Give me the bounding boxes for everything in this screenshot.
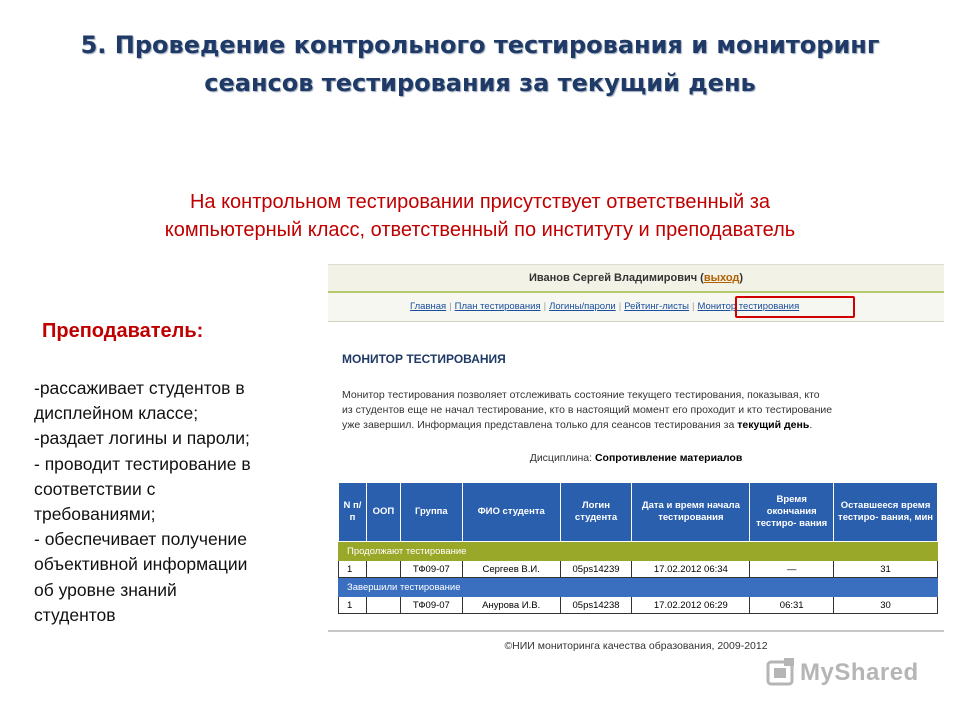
group-label: Завершили тестирование (339, 578, 938, 597)
slide-title (40, 26, 920, 102)
column-header: Группа (400, 483, 462, 542)
teacher-duties (34, 376, 314, 628)
discipline-value: Сопротивление материалов (594, 452, 743, 464)
column-header: Время окончания тестиро- вания (750, 483, 834, 542)
table-header-row (339, 483, 938, 542)
copyright-footer: ©НИИ мониторинга качества образования, 2009-2012 (504, 640, 768, 652)
duty-line: - обеспечивает получение (34, 529, 247, 550)
nav-highlight-box (735, 296, 855, 318)
watermark-text: MyShared (800, 659, 919, 686)
group-label: Продолжают тестирование (339, 542, 938, 561)
column-header: ООП (366, 483, 400, 542)
table-cell: 31 (834, 561, 938, 578)
duty-line: дисплейном классе; (34, 403, 199, 424)
table-cell: Анурова И.В. (462, 597, 560, 614)
nav-item-test-plan[interactable]: План тестирования (454, 301, 541, 312)
myshared-logo-icon (766, 658, 796, 688)
group-row-finished (339, 578, 938, 597)
intro-line-2: компьютерный класс, ответственный по институту и преподаватель (164, 219, 796, 241)
table-cell: — (750, 561, 834, 578)
column-header: Логин студента (560, 483, 632, 542)
table-row (339, 597, 938, 614)
duty-line: - проводит тестирование в (34, 453, 251, 474)
column-header: N п/п (339, 483, 367, 542)
table-cell: Сергеев В.И. (462, 561, 560, 578)
nav-item-logins[interactable]: Логины/пароли (549, 301, 616, 312)
nav-item-rating-lists[interactable]: Рейтинг-листы (624, 301, 690, 312)
user-bar (328, 264, 944, 293)
column-header: Дата и время начала тестирования (632, 483, 750, 542)
duty-line: -рассаживает студентов в (34, 378, 245, 398)
intro-text (80, 188, 880, 244)
table-cell (366, 561, 400, 578)
app-screenshot (328, 264, 944, 652)
intro-line-1: На контрольном тестировании присутствует ответственный за (189, 191, 771, 213)
discipline (328, 452, 944, 464)
monitor-desc-line: из студентов еще не начал тестирование, кто в настоящий момент его проходит и кто тестирование (342, 404, 833, 416)
monitor-title: МОНИТОР ТЕСТИРОВАНИЯ (342, 352, 506, 366)
duty-line: -раздает логины и пароли; (34, 428, 250, 449)
column-header: Оставшееся время тестиро- вания, мин (834, 483, 938, 542)
table-cell: 05ps14238 (560, 597, 632, 614)
duty-line: соответствии с (34, 478, 156, 499)
table-cell: 1 (339, 597, 367, 614)
table-row (339, 561, 938, 578)
table-cell: 17.02.2012 06:29 (632, 597, 750, 614)
user-bar-close: ) (739, 272, 744, 284)
teacher-heading: Преподаватель: (42, 320, 204, 342)
duty-line: об уровне знаний (34, 579, 177, 600)
monitor-table (338, 482, 938, 614)
table-cell: 05ps14239 (560, 561, 632, 578)
nav-item-home[interactable]: Главная (410, 301, 447, 312)
table-cell: ТФ09-07 (400, 597, 462, 614)
table-cell (366, 597, 400, 614)
discipline-label: Дисциплина: (529, 452, 595, 464)
table-cell: ТФ09-07 (400, 561, 462, 578)
main-nav: Главная | План тестирования | Логины/пароли | Рейтинг-листы | Монитор тестирования (328, 293, 944, 322)
nav-item-test-monitor[interactable]: Монитор тестирования (697, 301, 800, 312)
table-cell: 30 (834, 597, 938, 614)
table-cell: 06:31 (750, 597, 834, 614)
slide-title-line-2: сеансов тестирования за текущий день (204, 69, 756, 97)
slide-title-line-1: 5. Проведение контрольного тестирования и мониторинг (80, 31, 880, 59)
current-day-bold: текущий день (737, 419, 810, 431)
duty-line: студентов (34, 604, 116, 625)
user-name: Иванов Сергей Владимирович ( (528, 272, 704, 284)
duty-line: требованиями; (34, 504, 156, 525)
group-row-in-progress (339, 542, 938, 561)
monitor-desc-line: Монитор тестирования позволяет отслеживать состояние текущего тестирования, показывая, кто (342, 389, 820, 401)
table-cell: 17.02.2012 06:34 (632, 561, 750, 578)
monitor-desc-line: уже завершил. Информация представлена только для сеансов тестирования за текущий день. (342, 419, 813, 431)
table-cell: 1 (339, 561, 367, 578)
duty-line: объективной информации (34, 554, 248, 575)
column-header: ФИО студента (462, 483, 560, 542)
logout-link[interactable]: выход (703, 272, 740, 284)
monitor-description (342, 388, 928, 433)
